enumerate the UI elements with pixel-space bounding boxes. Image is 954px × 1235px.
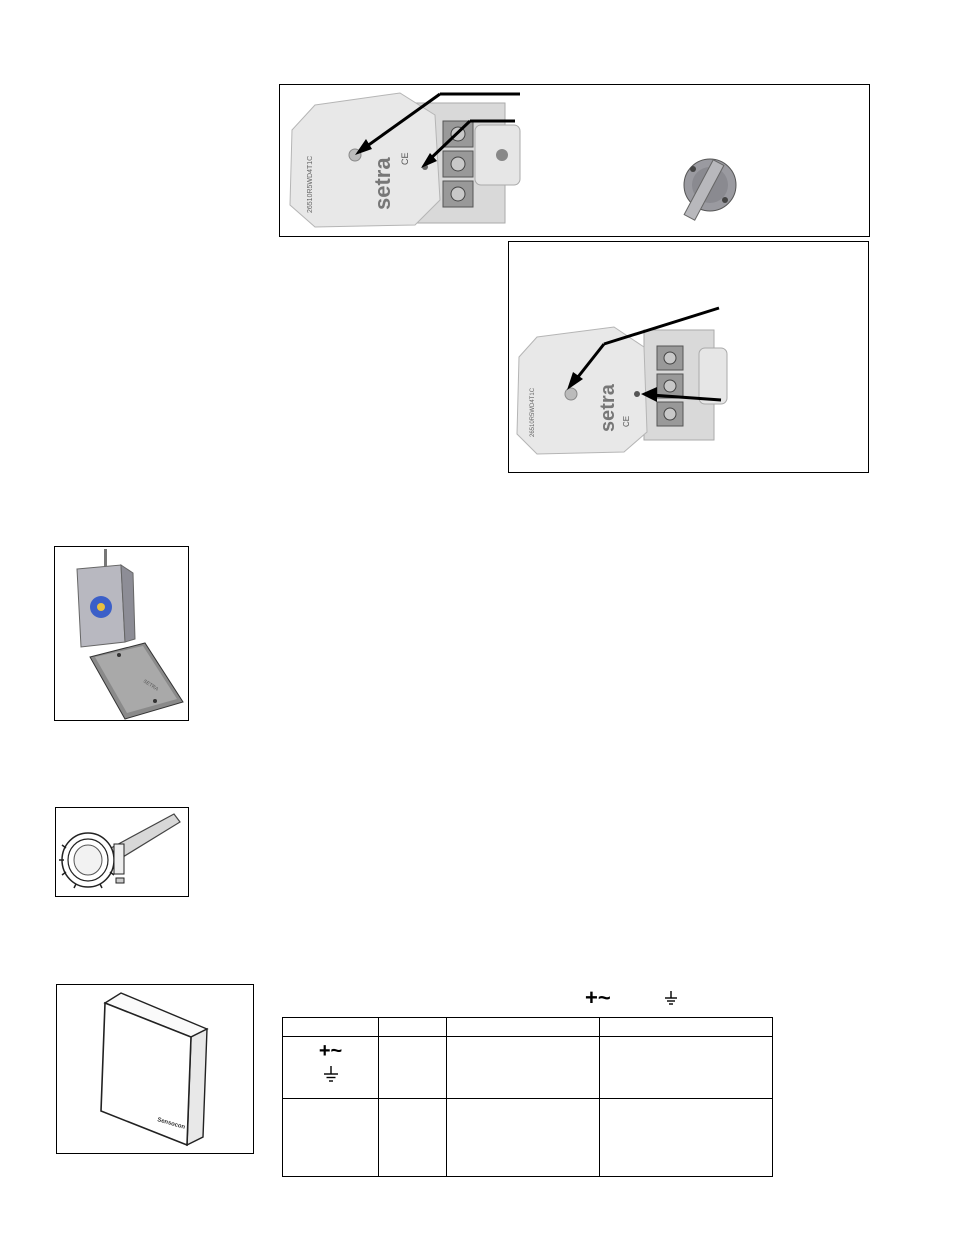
table-row: [283, 1099, 773, 1177]
wall-sensor-brand: Sensocon: [156, 1117, 186, 1131]
mid-photo-logo: setra: [597, 384, 619, 432]
transducer-photo-top: [280, 85, 868, 235]
table-header-row: [283, 1018, 773, 1037]
top-photo-ce: CE: [400, 152, 410, 165]
table-ground-icon: [323, 1065, 339, 1085]
table-row: [283, 1037, 773, 1099]
table-cell: [447, 1037, 600, 1099]
duct-probe-photo: [56, 808, 188, 896]
figure-transducer-top: [279, 84, 870, 237]
table-plus-ac-symbol: +~: [318, 1040, 343, 1062]
top-photo-logo: setra: [370, 157, 395, 210]
table-cell: [600, 1099, 773, 1177]
table-cell: [283, 1099, 379, 1177]
mid-photo-ce: CE: [622, 415, 631, 427]
figure-wall-sensor: [56, 984, 254, 1154]
cover-plate-text: SETRA: [141, 678, 160, 693]
wall-sensor-photo: [57, 985, 253, 1153]
ground-symbol: [664, 990, 678, 1008]
wiring-table: [282, 1017, 773, 1177]
table-cell: [379, 1037, 447, 1099]
table-cell: [447, 1099, 600, 1177]
table-cell-symbols: [283, 1037, 379, 1099]
table-header-cell: [283, 1018, 379, 1037]
plus-ac-symbol: +~: [585, 985, 611, 1010]
table-cell: [600, 1037, 773, 1099]
room-sensor-photo: [55, 547, 188, 720]
table-header-cell: [600, 1018, 773, 1037]
table-header-cell: [447, 1018, 600, 1037]
table-header-cell: [379, 1018, 447, 1037]
figure-room-sensor-box: [54, 546, 189, 721]
transducer-photo-mid: [509, 242, 867, 471]
figure-duct-probe: [55, 807, 189, 897]
top-photo-label: 26510R5WD4T1C: [307, 155, 314, 213]
figure-transducer-ports: [508, 241, 869, 473]
mid-photo-label: 26510R5WD4T1C: [530, 387, 536, 437]
table-cell: [379, 1099, 447, 1177]
